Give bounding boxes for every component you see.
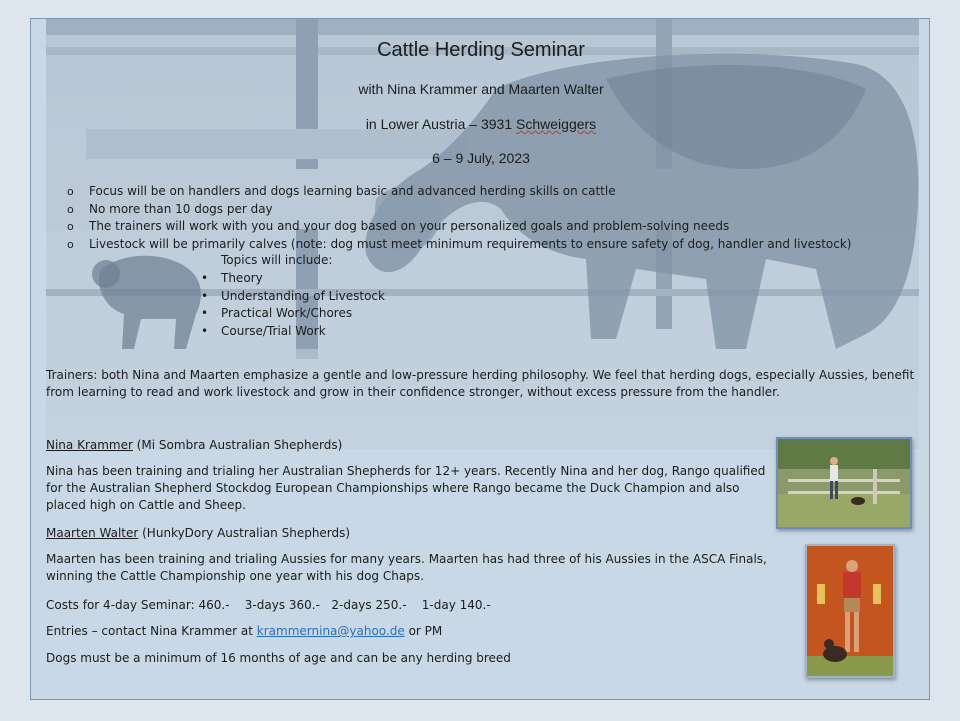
- trainers-philosophy: Trainers: both Nina and Maarten emphasize a gentle and low-pressure herding philosophy. We feel that herding dogs, especially Aussies, benefit from learning to read and work livestock and grow in their confidence stronger, without excess pressure from the handler.: [46, 368, 915, 399]
- topics-heading: Topics will include:: [221, 253, 333, 267]
- bullet-icon: •: [201, 323, 209, 338]
- bullet-icon: •: [201, 306, 209, 320]
- nina-bio: Nina has been training and trialing her Australian Shepherds for 12+ years. Recently Nina and her dog, Rango qualified for the Australian Shepherd Stockdog European Championships where Rango became the Duck Champion and also placed high on Cattle and Sheep.: [46, 464, 766, 512]
- maarten-name: Maarten Walter: [46, 526, 139, 540]
- location-line: [31, 116, 930, 132]
- maarten-bio: Maarten has been training and trialing Aussies for many years. Maarten has had three of his Aussies in the ASCA Finals, winning the Cattle Championship one year with his dog Chaps.: [46, 552, 767, 583]
- location-prefix: in Lower Austria – 3931: [365, 116, 517, 132]
- requirements-line: Dogs must be a minimum of 16 months of age and can be any herding breed: [46, 651, 511, 665]
- nina-heading: [46, 437, 342, 454]
- list-item: • Theory: [199, 270, 385, 288]
- maarten-heading: [46, 525, 350, 542]
- costs-line: Costs for 4-day Seminar: 460.- 3-days 360.- 2-days 250.- 1-day 140.-: [46, 598, 491, 612]
- list-item: • Practical Work/Chores: [199, 305, 385, 323]
- bullet-icon: •: [201, 288, 209, 303]
- email-link[interactable]: krammernina@yahoo.de: [256, 624, 405, 638]
- maarten-photo: [805, 544, 895, 678]
- page-title: Cattle Herding Seminar: [377, 39, 585, 61]
- circle-bullet-icon: o: [67, 237, 74, 251]
- location-town: Schweiggers: [516, 116, 597, 132]
- circle-bullet-icon: o: [67, 202, 74, 216]
- trainers-subtitle: with Nina Krammer and Maarten Walter: [358, 81, 604, 97]
- circle-bullet-icon: o: [67, 220, 74, 233]
- list-item: o Focus will be on handlers and dogs learning basic and advanced herding skills on cattle: [65, 183, 851, 201]
- seminar-dates: 6 – 9 July, 2023: [432, 150, 530, 166]
- maarten-kennel: (HunkyDory Australian Shepherds): [138, 526, 351, 540]
- features-list: [65, 183, 851, 253]
- list-item: • Understanding of Livestock: [199, 288, 385, 306]
- list-item: o Livestock will be primarily calves (note: dog must meet minimum requirements to ensure safety of dog, handler and livestock): [65, 236, 851, 254]
- entries-line: Entries – contact Nina Krammer at krammernina@yahoo.de or PM: [46, 624, 443, 638]
- nina-kennel: (Mi Sombra Australian Shepherds): [132, 438, 343, 452]
- list-item: • Course/Trial Work: [199, 323, 385, 341]
- nina-name: Nina Krammer: [46, 438, 133, 452]
- nina-photo: [776, 437, 912, 529]
- list-item: o The trainers will work with you and your dog based on your personalized goals and problem-solving needs: [65, 218, 851, 236]
- list-item: o No more than 10 dogs per day: [65, 201, 851, 219]
- bullet-icon: •: [201, 271, 209, 285]
- circle-bullet-icon: o: [67, 185, 74, 198]
- topics-list: [199, 270, 385, 340]
- flyer-page: [30, 18, 930, 700]
